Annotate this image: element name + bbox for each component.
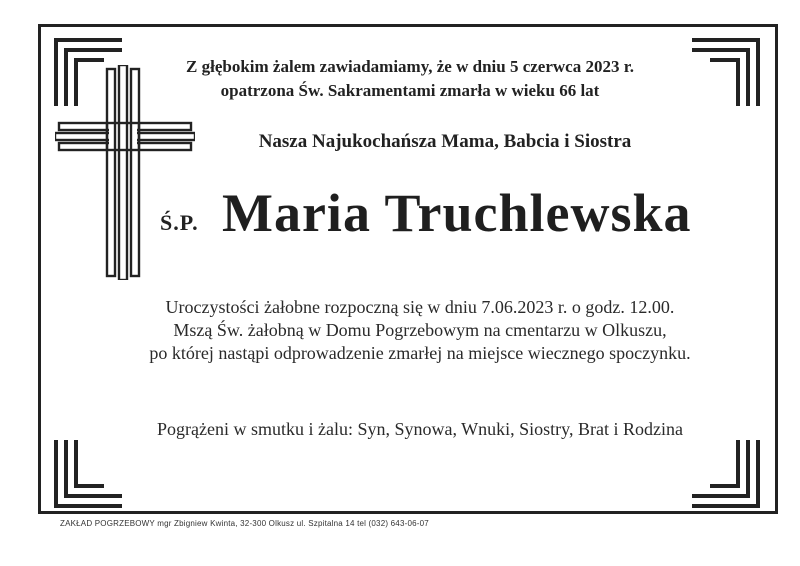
corner-ornament-bottom-right: [690, 438, 762, 510]
mourners-line: Pogrążeni w smutku i żalu: Syn, Synowa, Wnuki, Siostry, Brat i Rodzina: [157, 419, 683, 439]
deceased-name-row: [160, 182, 760, 252]
name-prefix: Ś.P.: [160, 210, 199, 235]
ceremony-line-2: Mszą Św. żałobną w Domu Pogrzebowym na cmentarzu w Olkuszu,: [173, 320, 667, 340]
corner-ornament-top-right: [690, 36, 762, 108]
announcement-line-1: Z głębokim żalem zawiadamiamy, że w dniu 5 czerwca 2023 r.: [186, 57, 634, 76]
ceremony-line-3: po której nastąpi odprowadzenie zmarłej na miejsce wiecznego spoczynku.: [149, 343, 691, 363]
ceremony-details: [100, 296, 740, 365]
deceased-name: Maria Truchlewska: [222, 183, 692, 243]
funeral-home-footer: ZAKŁAD POGRZEBOWY mgr Zbigniew Kwinta, 32-300 Olkusz ul. Szpitalna 14 tel (032) 643-06-07: [60, 519, 429, 528]
announcement-line-2: opatrzona Św. Sakramentami zmarła w wieku 66 lat: [220, 81, 600, 100]
relation-heading: Nasza Najukochańsza Mama, Babcia i Siostra: [258, 131, 632, 152]
corner-ornament-bottom-left: [52, 438, 124, 510]
ceremony-line-1: Uroczystości żałobne rozpoczną się w dniu 7.06.2023 r. o godz. 12.00.: [165, 297, 675, 317]
